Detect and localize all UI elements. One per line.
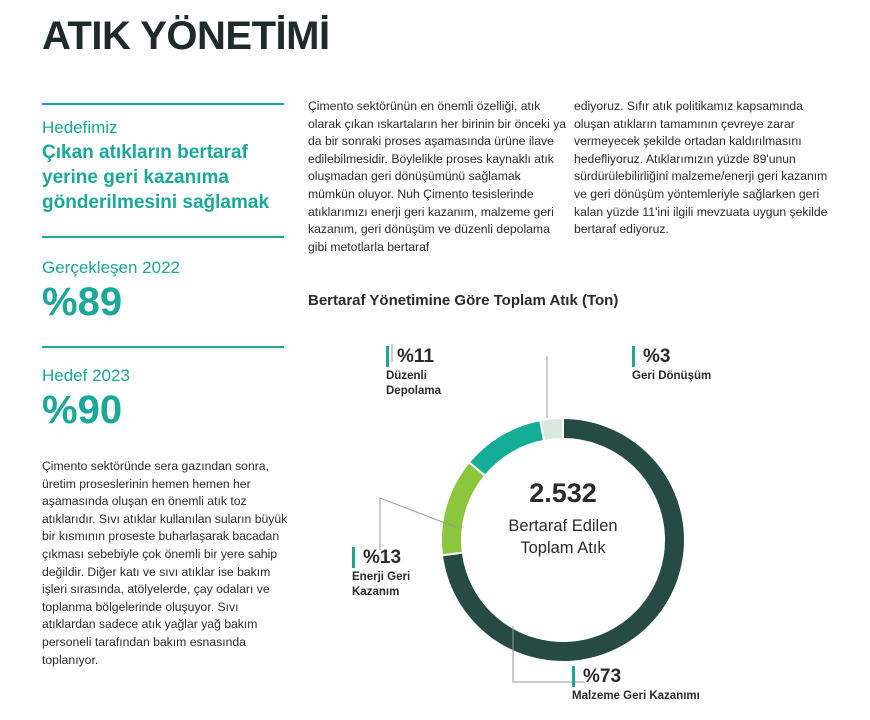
body-column-1: Çimento sektörünün en önemli özelliği, atık olarak çıkan ıskartaların her birinin bir önceki ya da bir sonraki proses aşamasında ürüne ilave edilebilmesidir. Böylelikle proses kaynaklı atık oluşmadan geri dönüşümünü sağlamak mümkün oluyor. Nuh Çimento tesislerinde atıklarımızı enerji geri kazanım, malzeme geri kazanım, geri dönüşüm ve düzenli depolama gibi metotlarla bertaraf	[308, 99, 567, 254]
callout-label: Enerji Geri Kazanım	[352, 571, 411, 598]
chart-title: Bertaraf Yönetimine Göre Toplam Atık (Ton)	[308, 292, 619, 309]
divider	[42, 103, 284, 105]
callout-duzenli-depolama	[386, 346, 441, 399]
callout-malzeme-geri-kazanimi	[572, 666, 700, 704]
callout-label: Malzeme Geri Kazanımı	[572, 690, 700, 702]
body-column-2: ediyoruz. Sıfır atık politikamız kapsamında oluşan atıkların tamamının çevreye zarar vermeyecek şekilde ortadan kaldırılmasını hedefliyoruz. Atıklarımızın yüzde 89'unun sürdürülebilirliğini malzeme/enerji geri kazanım ve geri dönüşüm yöntemleriyle sağlarken geri kalan yüzde 11'ini ilgili mevzuata uygun şekilde bertaraf ediyoruz.	[574, 99, 828, 237]
callout-label: Düzenli Depolama	[386, 370, 441, 397]
divider	[42, 346, 284, 348]
donut-slice	[540, 418, 563, 441]
chart-center-caption: Bertaraf Edilen Toplam Atık	[508, 517, 618, 557]
goal-text: Çıkan atıkların bertaraf yerine geri kazanıma gönderilmesini sağlamak	[42, 142, 270, 213]
donut-slice	[469, 420, 544, 475]
left-body-text: Çimento sektöründe sera gazından sonra, üretim proseslerinin hemen hemen her aşamasında oluşan en önemli atık toz atıklarıdır. Sıvı atıklar kullanılan suların büyük bir kısmının proseste buharlaşarak bacadan çıkması sebebiyle çok önemli bir yere sahip değildir. Diğer katı ve sıvı atıklar ise bakım işleri sırasında, atölyelerde, çay odaları ve toplanma bölgelerinde oluşuyor. Sıvı atıklardan sadece atık yağlar yağ bakım personeli tarafından bakım esnasında toplanıyor.	[42, 459, 288, 667]
chart-center-value: 2.532	[529, 478, 597, 508]
actual-label: Gerçekleşen 2022	[42, 258, 180, 277]
callout-percent: %13	[352, 547, 410, 568]
target-value: %90	[42, 388, 123, 432]
callout-geri-donusum	[632, 346, 711, 384]
divider	[42, 236, 284, 238]
target-label: Hedef 2023	[42, 366, 130, 385]
callout-label: Geri Dönüşüm	[632, 370, 712, 382]
goal-label: Hedefimiz	[42, 118, 118, 137]
callout-enerji-geri-kazanim	[352, 547, 410, 600]
actual-value: %89	[42, 280, 123, 324]
callout-percent: %73	[572, 666, 700, 687]
callout-percent: %3	[632, 346, 711, 367]
callout-percent: %11	[386, 346, 441, 367]
page-title: ATIK YÖNETİMİ	[42, 14, 330, 58]
